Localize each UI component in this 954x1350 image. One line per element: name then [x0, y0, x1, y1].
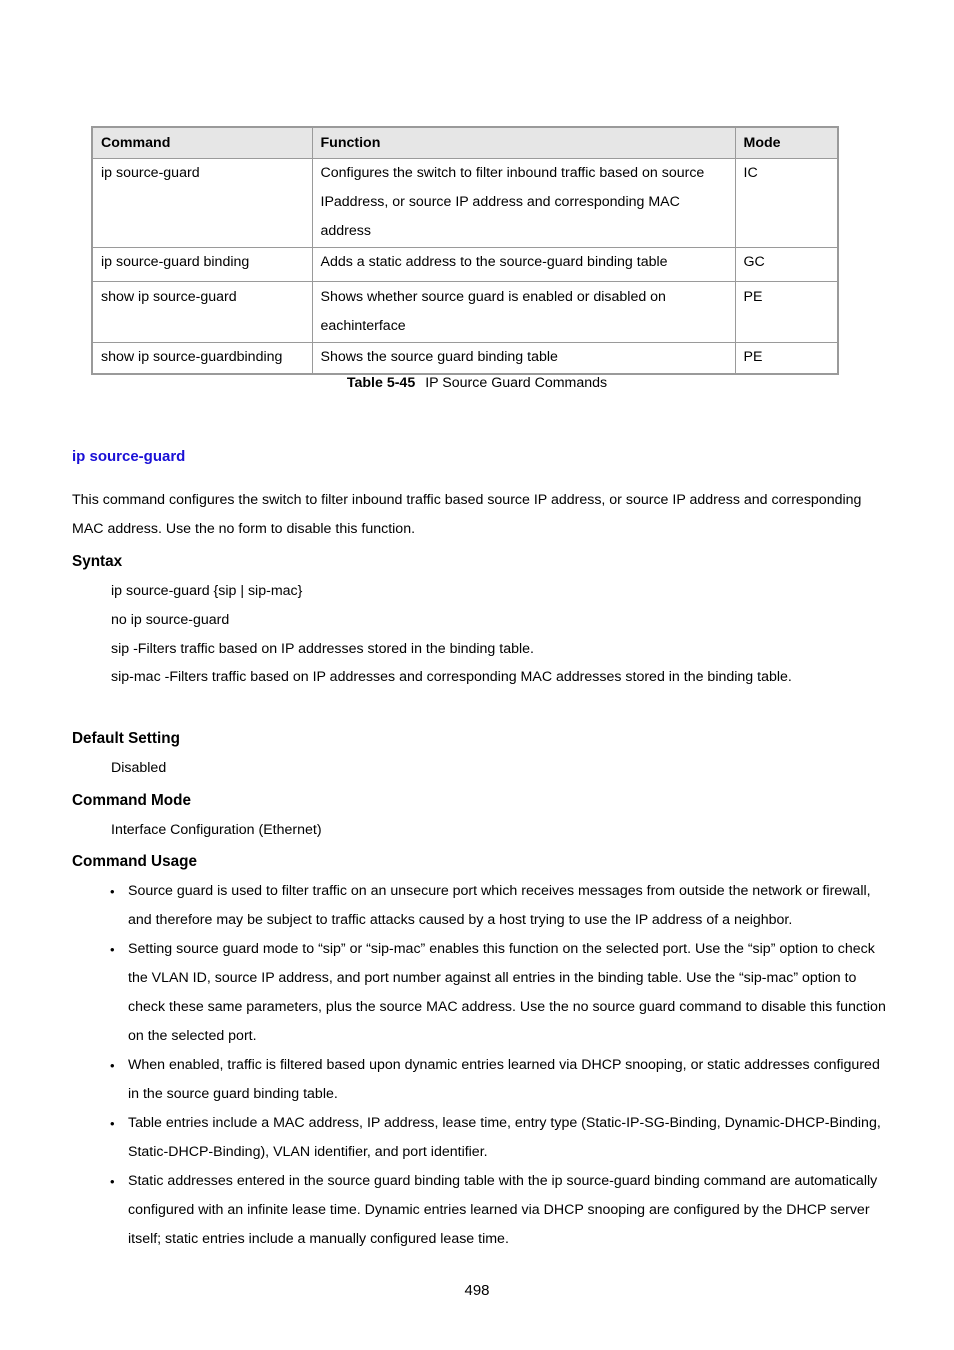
table-caption-text: IP Source Guard Commands	[425, 375, 608, 391]
cell-command: ip source-guard	[92, 159, 312, 248]
cell-function: Adds a static address to the source-guard binding table	[312, 248, 735, 282]
default-setting-value: Disabled	[111, 760, 167, 776]
header-mode: Mode	[735, 127, 838, 159]
section-title: ip source-guard	[72, 448, 186, 465]
header-function: Function	[312, 127, 735, 159]
cell-mode: PE	[735, 343, 838, 375]
table-row	[92, 343, 838, 375]
cell-command: ip source-guard binding	[92, 248, 312, 282]
table-row	[92, 282, 838, 343]
cell-mode: PE	[735, 282, 838, 343]
command-mode-value: Interface Configuration (Ethernet)	[111, 822, 322, 838]
list-item: • Setting source guard mode to “sip” or “sip-mac” enables this function on the selected port. Use the “sip” option to check the VLAN ID, source IP address, and port number against all entries in the binding table. Use the “sip-mac” option to check these same parameters, plus the source MAC address. Use the no source guard command to disable this function on the selected port.	[100, 935, 890, 1051]
table-row	[92, 159, 838, 248]
default-setting-heading: Default Setting	[72, 730, 180, 747]
list-item: • Source guard is used to filter traffic on an unsecure port which receives messages from outside the network or firewall, and therefore may be subject to traffic attacks caused by a host trying to use the IP address of a neighbor.	[100, 877, 890, 935]
cell-function: Configures the switch to filter inbound traffic based on source IPaddress, or source IP address and corresponding MAC address	[312, 159, 735, 248]
cell-mode: GC	[735, 248, 838, 282]
table-caption-label: Table 5-45	[346, 375, 416, 391]
command-usage-list	[100, 877, 890, 1254]
command-mode-heading: Command Mode	[72, 792, 191, 809]
section-intro: This command configures the switch to filter inbound traffic based source IP address, or source IP address and corresponding MAC address. Use the no form to disable this function.	[72, 492, 862, 537]
page-number: 498	[464, 1282, 490, 1299]
ip-source-guard-commands-table	[91, 126, 839, 375]
syntax-line: sip-mac -Filters traffic based on IP addresses and corresponding MAC addresses stored in the binding table.	[111, 669, 792, 685]
syntax-line: ip source-guard {sip | sip-mac}	[111, 583, 303, 599]
syntax-heading: Syntax	[72, 553, 123, 570]
cell-command: show ip source-guard	[92, 282, 312, 343]
cell-mode: IC	[735, 159, 838, 248]
syntax-line: sip -Filters traffic based on IP addresses stored in the binding table.	[111, 641, 534, 657]
table-header-row	[92, 127, 838, 159]
commands-table-wrapper	[91, 126, 837, 375]
cell-function: Shows the source guard binding table	[312, 343, 735, 375]
cell-command: show ip source-guardbinding	[92, 343, 312, 375]
syntax-line: no ip source-guard	[111, 612, 230, 628]
table-row	[92, 248, 838, 282]
list-item: • Static addresses entered in the source guard binding table with the ip source-guard binding command are automatically configured with an infinite lease time. Dynamic entries learned via DHCP snooping are configured by the DHCP server itself; static entries include a manually configured lease time.	[100, 1167, 890, 1254]
cell-function: Shows whether source guard is enabled or disabled on eachinterface	[312, 282, 735, 343]
header-command: Command	[92, 127, 312, 159]
list-item: • Table entries include a MAC address, IP address, lease time, entry type (Static-IP-SG-Binding, Dynamic-DHCP-Binding, Static-DHCP-Binding), VLAN identifier, and port identifier.	[100, 1109, 890, 1167]
table-caption	[0, 375, 954, 391]
command-usage-heading: Command Usage	[72, 853, 197, 870]
list-item: • When enabled, traffic is filtered based upon dynamic entries learned via DHCP snooping, or static addresses configured in the source guard binding table.	[100, 1051, 890, 1109]
